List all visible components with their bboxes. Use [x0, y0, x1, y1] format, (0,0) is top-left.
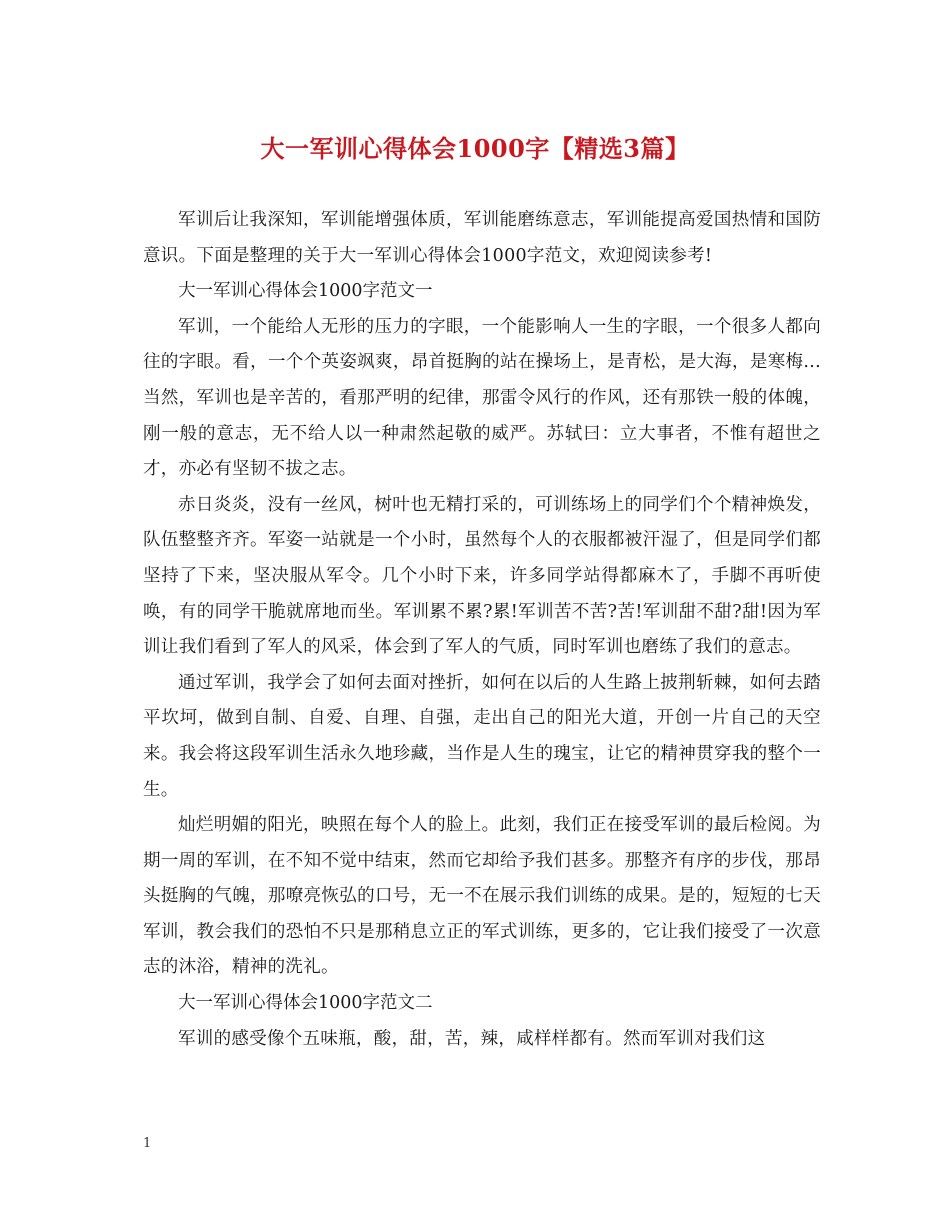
- section-1-paragraph-1: 军训，一个能给人无形的压力的字眼，一个能影响人一生的字眼，一个很多人都向往的字眼。看，一个个英姿飒爽，昂首挺胸的站在操场上，是青松，是大海，是寒梅...当然，军训也是辛苦的，看那严明的纪律，那雷令风行的作风，还有那铁一般的体魄，刚一般的意志，无不给人以一种肃然起敬的威严。苏轼曰：立大事者，不惟有超世之才，亦必有坚韧不拔之志。: [143, 316, 821, 480]
- section-heading-2: 大一军训心得体会1000字范文二: [178, 993, 433, 1014]
- document-body: [143, 203, 821, 1057]
- section-heading-1: 大一军训心得体会1000字范文一: [178, 281, 433, 302]
- section-1-paragraph-4: 灿烂明媚的阳光，映照在每个人的脸上。此刻，我们正在接受军训的最后检阅。为期一周的军训，在不知不觉中结束，然而它却给予我们甚多。那整齐有序的步伐，那昂头挺胸的气魄，那嘹亮恢弘的口号，无一不在展示我们训练的成果。是的，短短的七天军训，教会我们的恐怕不只是那稍息立正的军式训练，更多的，它让我们接受了一次意志的沐浴，精神的洗礼。: [143, 815, 821, 978]
- section-1-paragraph-3: 通过军训，我学会了如何去面对挫折，如何在以后的人生路上披荆斩棘，如何去踏平坎坷，做到自制、自爱、自理、自强，走出自己的阳光大道，开创一片自己的天空来。我会将这段军训生活永久地珍藏，当作是人生的瑰宝，让它的精神贯穿我的整个一生。: [143, 672, 821, 800]
- intro-paragraph: 军训后让我深知，军训能增强体质，军训能磨练意志，军训能提高爱国热情和国防意识。下面是整理的关于大一军训心得体会1000字范文，欢迎阅读参考!: [143, 210, 821, 266]
- section-2-paragraph-1: 军训的感受像个五味瓶，酸，甜，苦，辣，咸样样都有。然而军训对我们这: [178, 1028, 766, 1049]
- page-number: 1: [143, 1136, 152, 1151]
- document-title: 大一军训心得体会1000字【精选3篇】: [260, 134, 690, 163]
- section-1-paragraph-2: 赤日炎炎，没有一丝风，树叶也无精打采的，可训练场上的同学们个个精神焕发，队伍整整齐齐。军姿一站就是一个小时，虽然每个人的衣服都被汗湿了，但是同学们都坚持了下来，坚决服从军令。几个小时下来，许多同学站得都麻木了，手脚不再听使唤，有的同学干脆就席地而坐。军训累不累?累!军训苦不苦?苦!军训甜不甜?甜!因为军训让我们看到了军人的风采，体会到了军人的气质，同时军训也磨练了我们的意志。: [143, 494, 821, 658]
